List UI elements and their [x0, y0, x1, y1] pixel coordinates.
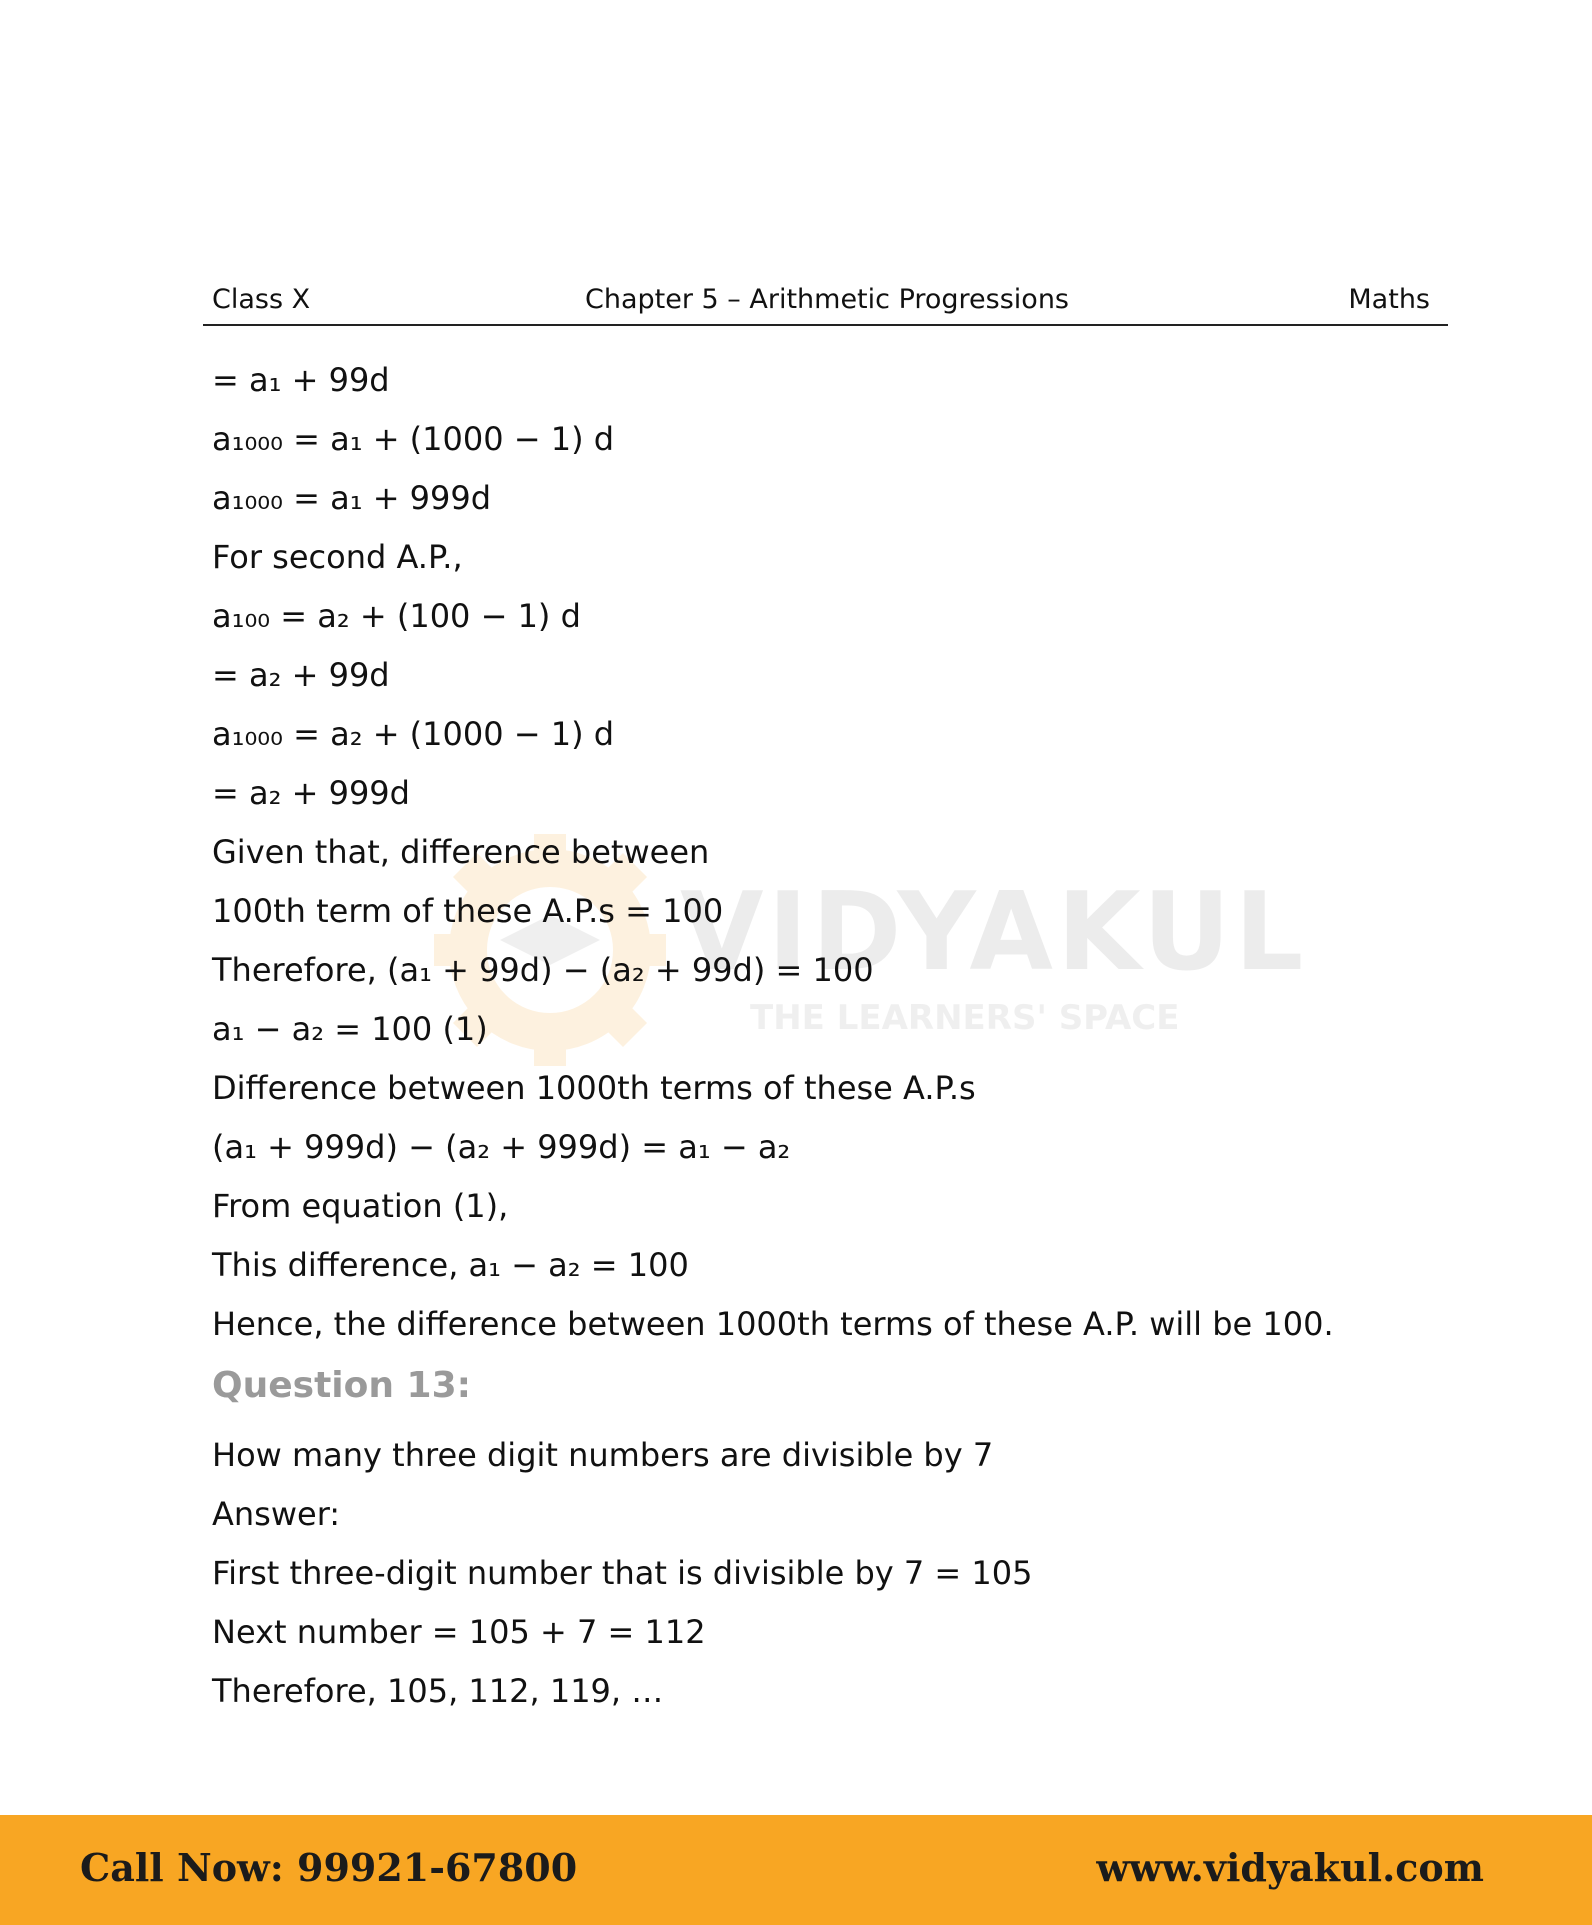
question-text: How many three digit numbers are divisible by 7 [212, 1436, 994, 1474]
math-line: = a₁ + 99d [212, 361, 390, 399]
math-line: a₁ − a₂ = 100 (1) [212, 1010, 488, 1048]
header-class: Class X [212, 284, 311, 315]
text-line: For second A.P., [212, 538, 463, 576]
math-line: a₁₀₀₀ = a₁ + 999d [212, 479, 492, 517]
call-now-text: Call Now: 99921-67800 [80, 1845, 578, 1890]
website-link[interactable]: www.vidyakul.com [1096, 1845, 1484, 1890]
answer-line: First three-digit number that is divisible by 7 = 105 [212, 1554, 1033, 1592]
header-chapter: Chapter 5 – Arithmetic Progressions [585, 284, 1069, 315]
text-line: 100th term of these A.P.s = 100 [212, 892, 724, 930]
math-line: = a₂ + 99d [212, 656, 390, 694]
watermark-title: VIDYAKUL [680, 870, 1308, 995]
math-line: This difference, a₁ − a₂ = 100 [212, 1246, 689, 1284]
answer-line: Therefore, 105, 112, 119, … [212, 1672, 664, 1710]
header-subject: Maths [1348, 284, 1430, 315]
page-header [203, 280, 1448, 326]
math-line: a₁₀₀ = a₂ + (100 − 1) d [212, 597, 581, 635]
question-heading: Question 13: [212, 1365, 472, 1406]
math-line: = a₂ + 999d [212, 774, 410, 812]
answer-line: Next number = 105 + 7 = 112 [212, 1613, 706, 1651]
math-line: Therefore, (a₁ + 99d) − (a₂ + 99d) = 100 [212, 951, 874, 989]
math-line: a₁₀₀₀ = a₂ + (1000 − 1) d [212, 715, 615, 753]
text-line: From equation (1), [212, 1187, 509, 1225]
text-line: Difference between 1000th terms of these A.P.s [212, 1069, 976, 1107]
solution-body [212, 351, 1412, 1721]
math-line: (a₁ + 999d) − (a₂ + 999d) = a₁ − a₂ [212, 1128, 791, 1166]
text-line: Hence, the difference between 1000th terms of these A.P. will be 100. [212, 1305, 1334, 1343]
footer-banner [0, 1815, 1592, 1925]
watermark-tagline: THE LEARNERS' SPACE [750, 998, 1180, 1038]
math-line: a₁₀₀₀ = a₁ + (1000 − 1) d [212, 420, 615, 458]
text-line: Given that, difference between [212, 833, 710, 871]
answer-label: Answer: [212, 1495, 341, 1533]
